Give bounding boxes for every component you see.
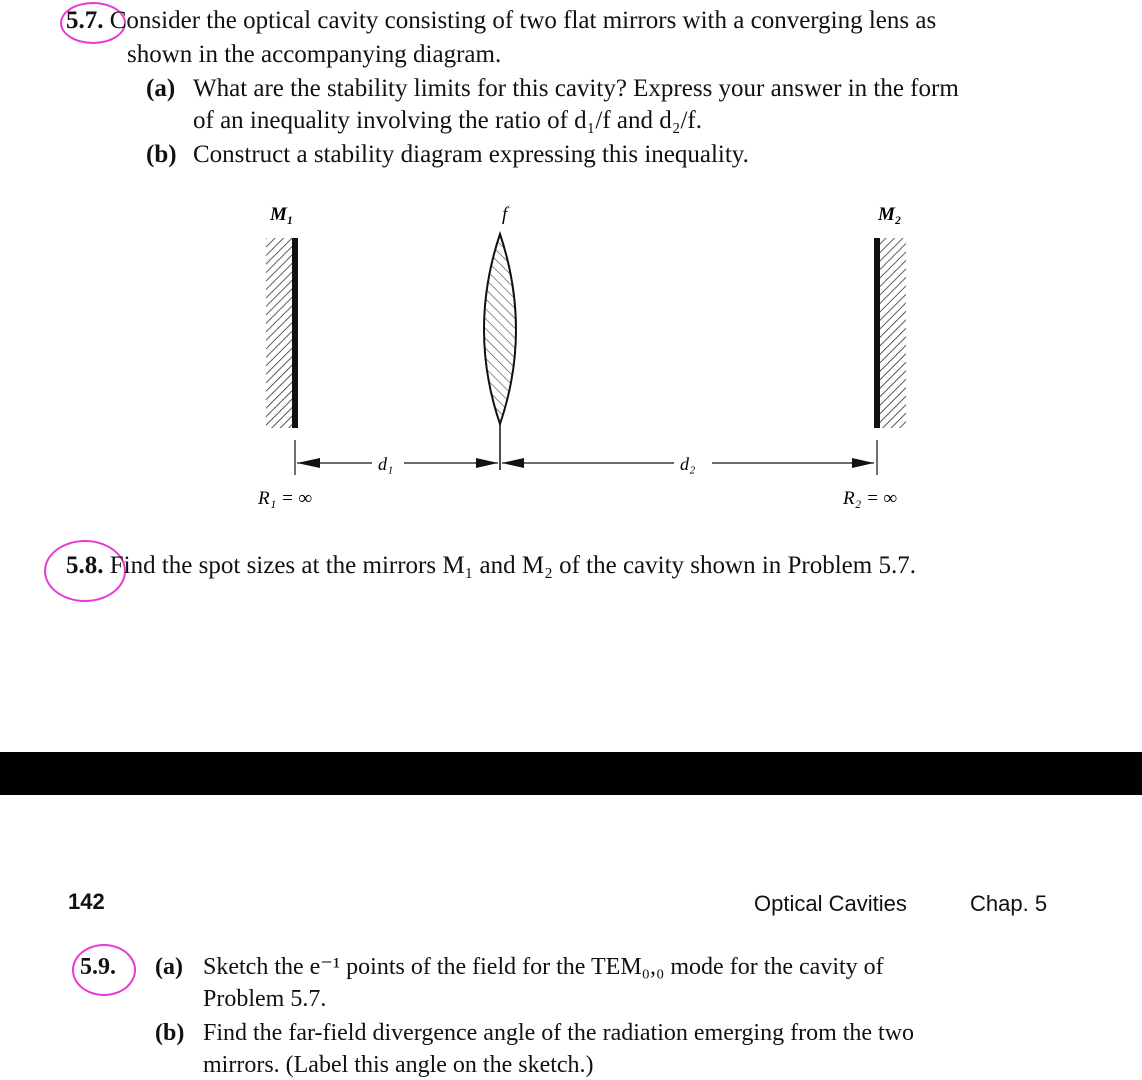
p59-part-b-text-2: mirrors. (Label this angle on the sketch.): [203, 1052, 594, 1078]
d2-label: d₂: [680, 454, 696, 474]
focal-length-label: f: [502, 204, 508, 225]
part-b-text: Construct a stability diagram expressing this inequality.: [193, 141, 749, 168]
d1-dimension: [295, 440, 498, 475]
part-a-text-2: of an inequality involving the ratio of d₁/f and d₂/f.: [193, 107, 702, 134]
p59-part-a-text: Sketch the e⁻¹ points of the field for the TEM₀,₀ mode for the cavity of: [203, 954, 884, 980]
converging-lens: [484, 234, 516, 470]
part-a-label: (a): [146, 75, 176, 102]
problem-text: Find the spot sizes at the mirrors M₁ and M₂ of the cavity shown in Problem 5.7.: [109, 552, 916, 579]
r1-label: R₁ = ∞: [258, 488, 313, 509]
page-number: 142: [68, 889, 105, 914]
cavity-diagram: [0, 190, 1142, 520]
section-title: Optical Cavities: [754, 891, 907, 916]
m2-label: M₂: [878, 204, 902, 225]
p59-part-a-text-2: Problem 5.7.: [203, 986, 327, 1012]
problem-5-7: [66, 6, 936, 36]
page-separator-band: [0, 752, 1142, 795]
r2-label: R₂ = ∞: [843, 488, 898, 509]
m1-label: M₁: [270, 204, 294, 225]
problem-text: Consider the optical cavity consisting of two flat mirrors with a converging lens as: [109, 7, 937, 34]
chapter-label: Chap. 5: [970, 891, 1048, 916]
p59-part-b-text: Find the far-field divergence angle of the radiation emerging from the two: [203, 1020, 915, 1046]
part-a-text: What are the stability limits for this cavity? Express your answer in the form: [193, 75, 959, 102]
p59-part-b-label: (b): [155, 1020, 185, 1046]
mirror-m2: [874, 238, 906, 428]
problem-5-9-number: 5.9.: [80, 954, 116, 980]
mirror-m1: [266, 238, 298, 428]
p59-part-a-label: (a): [155, 954, 183, 980]
problem-number: 5.8.: [66, 552, 104, 579]
d1-label: d₁: [378, 454, 394, 474]
problem-5-8: [66, 551, 916, 581]
problem-number: 5.7.: [66, 7, 104, 34]
problem-5-7-line2: shown in the accompanying diagram.: [127, 41, 502, 68]
part-b-label: (b): [146, 141, 177, 168]
